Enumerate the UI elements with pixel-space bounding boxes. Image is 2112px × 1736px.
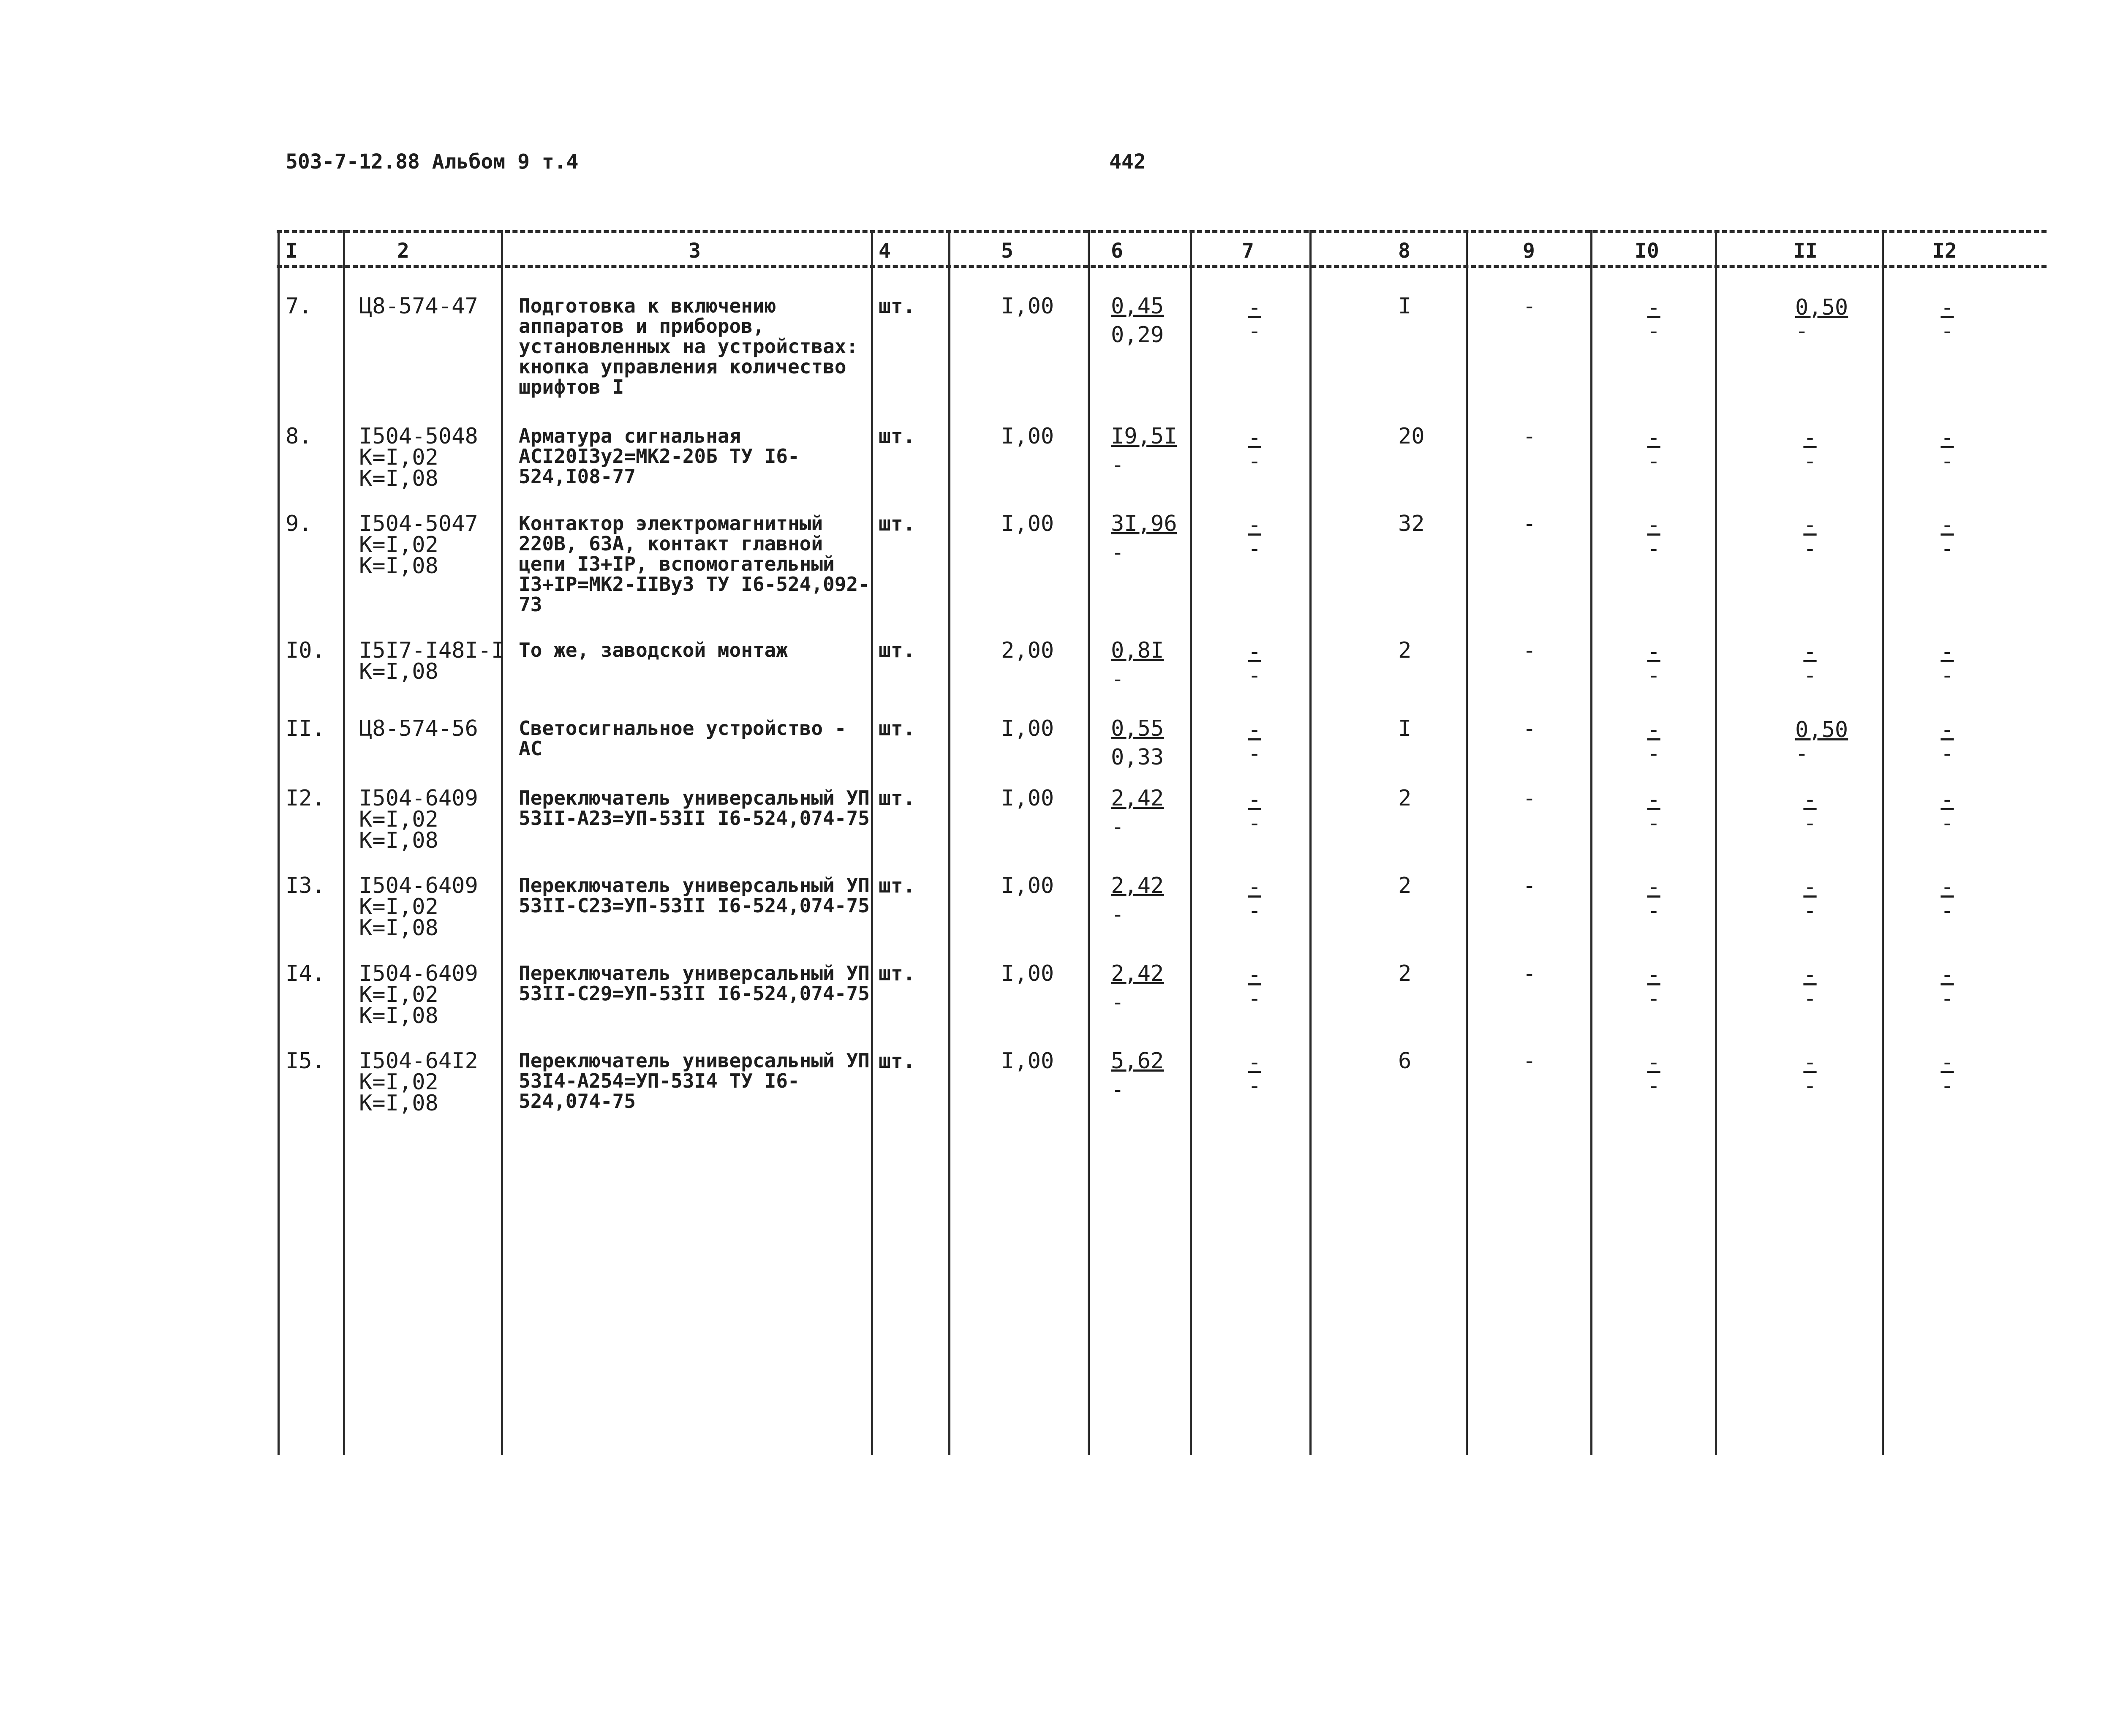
col6-value: 0,55	[1111, 716, 1164, 741]
col6-value: 0,8I	[1111, 638, 1164, 663]
col7-fraction	[1236, 426, 1274, 473]
row-number: 7.	[286, 294, 312, 319]
col10-value: -	[1647, 1050, 1660, 1075]
row-number: II.	[286, 716, 325, 741]
col6-subvalue: -	[1111, 902, 1124, 927]
column-number: 5	[1001, 239, 1013, 263]
col8-value: 2	[1398, 961, 1412, 986]
col10-value: -	[1647, 512, 1660, 538]
row-number: I3.	[286, 873, 325, 898]
row-number: 9.	[286, 511, 312, 536]
column-rule	[343, 230, 345, 1455]
col11-fraction	[1791, 875, 1829, 922]
col7-fraction	[1236, 875, 1274, 922]
col11-value: -	[1803, 639, 1817, 664]
col9-value: -	[1523, 511, 1536, 536]
col10-subvalue: -	[1647, 986, 1660, 1011]
col11-value: -	[1803, 962, 1817, 988]
col7-subvalue: -	[1248, 986, 1261, 1011]
column-number: 2	[397, 239, 409, 263]
unit-of-measure: шт.	[879, 1049, 915, 1073]
col11-fraction	[1791, 426, 1829, 473]
quantity: I,00	[1001, 961, 1054, 986]
col7-value: -	[1248, 787, 1261, 812]
col7-subvalue: -	[1248, 811, 1261, 836]
unit-of-measure: шт.	[879, 639, 915, 662]
col12-value: -	[1941, 639, 1954, 664]
col12-subvalue: -	[1941, 741, 1954, 766]
item-code: I504-6409 K=I,02 K=I,08	[359, 786, 478, 853]
col7-value: -	[1248, 874, 1261, 900]
quantity: I,00	[1001, 511, 1054, 536]
column-rule	[1882, 230, 1884, 1455]
column-number: 7	[1242, 239, 1254, 263]
quantity: I,00	[1001, 1048, 1054, 1074]
col11-value: -	[1803, 1050, 1817, 1075]
item-description: Подготовка к включению аппаратов и приборов, установленных на устройствах: кнопка управления количество шрифтов I	[519, 294, 858, 398]
col12-subvalue: -	[1941, 811, 1954, 836]
col6-subvalue: -	[1111, 1077, 1124, 1102]
col7-value: -	[1248, 295, 1261, 320]
col9-value: -	[1523, 716, 1536, 741]
col9-value: -	[1523, 786, 1536, 811]
col7-value: -	[1248, 639, 1261, 664]
unit-of-measure: шт.	[879, 786, 915, 810]
col11-subvalue: -	[1803, 898, 1817, 923]
col11-subvalue: -	[1803, 663, 1817, 688]
col12-value: -	[1941, 874, 1954, 900]
col12-fraction	[1928, 963, 1966, 1010]
col10-value: -	[1647, 717, 1660, 743]
col10-fraction	[1635, 426, 1673, 473]
page-number: 442	[1109, 150, 1146, 174]
col11-value: 0,50	[1795, 717, 1848, 743]
col11-value: 0,50	[1795, 295, 1848, 320]
col11-fraction	[1791, 1050, 1829, 1098]
col7-subvalue: -	[1248, 741, 1261, 766]
col10-subvalue: -	[1647, 811, 1660, 836]
col7-fraction	[1236, 788, 1274, 835]
col7-fraction	[1236, 513, 1274, 561]
column-rule	[1309, 230, 1312, 1455]
col7-value: -	[1248, 512, 1261, 538]
col7-value: -	[1248, 962, 1261, 988]
col10-fraction	[1635, 1050, 1673, 1098]
col10-fraction	[1635, 296, 1673, 343]
column-rule	[1466, 230, 1468, 1455]
quantity: I,00	[1001, 873, 1054, 898]
col11-subvalue: -	[1803, 536, 1817, 561]
quantity: I,00	[1001, 786, 1054, 811]
col6-subvalue: -	[1111, 540, 1124, 565]
column-rule	[501, 230, 503, 1455]
col7-fraction	[1236, 963, 1274, 1010]
col12-value: -	[1941, 962, 1954, 988]
col10-value: -	[1647, 874, 1660, 900]
col9-value: -	[1523, 424, 1536, 449]
column-number: 6	[1111, 239, 1123, 263]
column-rule	[871, 230, 873, 1455]
table-top-rule	[277, 230, 2047, 233]
column-number: I2	[1932, 239, 1957, 263]
col7-fraction	[1236, 1050, 1274, 1098]
col10-fraction	[1635, 718, 1673, 765]
col6-value: 2,42	[1111, 786, 1164, 811]
quantity: I,00	[1001, 716, 1054, 741]
column-rule	[1590, 230, 1592, 1455]
col6-value: 2,42	[1111, 961, 1164, 986]
col7-fraction	[1236, 640, 1274, 687]
item-code: I504-5048 K=I,02 K=I,08	[359, 424, 478, 491]
col7-subvalue: -	[1248, 449, 1261, 474]
column-number: 9	[1523, 239, 1535, 263]
item-description: Переключатель универсальный УП 53II-С23=УП-53II I6-524,074-75	[519, 874, 870, 917]
col6-value: 3I,96	[1111, 511, 1177, 536]
quantity: I,00	[1001, 424, 1054, 449]
col9-value: -	[1523, 294, 1536, 319]
item-code: I504-64I2 K=I,02 K=I,08	[359, 1048, 478, 1116]
item-description: Светосигнальное устройство - АС	[519, 717, 846, 760]
col11-subvalue: -	[1803, 1073, 1817, 1099]
col8-value: 2	[1398, 873, 1412, 898]
col8-value: 20	[1398, 424, 1425, 449]
quantity: I,00	[1001, 294, 1054, 319]
col7-subvalue: -	[1248, 318, 1261, 344]
col6-value: I9,5I	[1111, 424, 1177, 449]
col12-value: -	[1941, 295, 1954, 320]
col9-value: -	[1523, 961, 1536, 986]
item-code: I5I7-I48I-I K=I,08	[359, 638, 505, 684]
col11-value: -	[1803, 787, 1817, 812]
col11-fraction	[1795, 718, 1848, 765]
col12-value: -	[1941, 717, 1954, 743]
col9-value: -	[1523, 873, 1536, 898]
col10-subvalue: -	[1647, 741, 1660, 766]
col12-subvalue: -	[1941, 536, 1954, 561]
col6-subvalue: -	[1111, 814, 1124, 840]
col8-value: 32	[1398, 511, 1425, 536]
col10-subvalue: -	[1647, 663, 1660, 688]
col10-value: -	[1647, 295, 1660, 320]
col12-fraction	[1928, 718, 1966, 765]
col7-subvalue: -	[1248, 898, 1261, 923]
col10-value: -	[1647, 425, 1660, 450]
col12-fraction	[1928, 296, 1966, 343]
unit-of-measure: шт.	[879, 424, 915, 448]
col7-fraction	[1236, 718, 1274, 765]
col6-subvalue: 0,29	[1111, 322, 1164, 348]
col11-subvalue: -	[1803, 449, 1817, 474]
col7-fraction	[1236, 296, 1274, 343]
col6-subvalue: -	[1111, 990, 1124, 1015]
row-number: I5.	[286, 1048, 325, 1074]
col12-subvalue: -	[1941, 449, 1954, 474]
header-bottom-rule	[277, 265, 2047, 268]
col11-value: -	[1803, 425, 1817, 450]
col10-value: -	[1647, 787, 1660, 812]
item-code: I504-6409 K=I,02 K=I,08	[359, 961, 478, 1029]
col11-fraction	[1791, 788, 1829, 835]
column-number: I	[286, 239, 298, 263]
col8-value: 6	[1398, 1048, 1412, 1074]
item-description: Переключатель универсальный УП 53II-А23=УП-53II I6-524,074-75	[519, 786, 870, 830]
col11-subvalue: -	[1803, 986, 1817, 1011]
col12-value: -	[1941, 512, 1954, 538]
col7-subvalue: -	[1248, 1073, 1261, 1099]
col8-value: I	[1398, 294, 1412, 319]
col6-value: 5,62	[1111, 1048, 1164, 1074]
unit-of-measure: шт.	[879, 874, 915, 898]
unit-of-measure: шт.	[879, 512, 915, 536]
col12-subvalue: -	[1941, 986, 1954, 1011]
col11-fraction	[1795, 296, 1848, 343]
col11-fraction	[1791, 963, 1829, 1010]
col9-value: -	[1523, 1048, 1536, 1074]
col6-subvalue: -	[1111, 667, 1124, 692]
col10-subvalue: -	[1647, 449, 1660, 474]
col10-subvalue: -	[1647, 318, 1660, 344]
col12-value: -	[1941, 787, 1954, 812]
item-code: Ц8-574-47	[359, 294, 478, 319]
col10-value: -	[1647, 962, 1660, 988]
item-code: I504-6409 K=I,02 K=I,08	[359, 873, 478, 941]
col11-value: -	[1803, 874, 1817, 900]
document-reference: 503-7-12.88 Альбом 9 т.4	[286, 150, 579, 174]
col11-fraction	[1791, 513, 1829, 561]
col6-subvalue: -	[1111, 452, 1124, 478]
col11-subvalue: -	[1795, 741, 1809, 766]
column-rule	[1088, 230, 1090, 1455]
unit-of-measure: шт.	[879, 717, 915, 740]
col10-subvalue: -	[1647, 898, 1660, 923]
row-number: I0.	[286, 638, 325, 663]
column-number: 3	[689, 239, 701, 263]
col12-subvalue: -	[1941, 663, 1954, 688]
col7-value: -	[1248, 717, 1261, 743]
col8-value: 2	[1398, 786, 1412, 811]
col10-fraction	[1635, 875, 1673, 922]
col7-subvalue: -	[1248, 536, 1261, 561]
row-number: I2.	[286, 786, 325, 811]
quantity: 2,00	[1001, 638, 1054, 663]
col12-subvalue: -	[1941, 898, 1954, 923]
item-description: Переключатель универсальный УП 53I4-А254=УП-53I4 ТУ I6-524,074-75	[519, 1049, 870, 1113]
col12-fraction	[1928, 426, 1966, 473]
column-rule	[278, 230, 280, 1455]
column-rule	[948, 230, 950, 1455]
col12-fraction	[1928, 788, 1966, 835]
col12-value: -	[1941, 425, 1954, 450]
column-number: II	[1793, 239, 1818, 263]
column-number: 8	[1398, 239, 1410, 263]
item-code: I504-5047 K=I,02 K=I,08	[359, 511, 478, 579]
col12-subvalue: -	[1941, 318, 1954, 344]
col8-value: I	[1398, 716, 1412, 741]
col11-subvalue: -	[1803, 811, 1817, 836]
column-number: 4	[879, 239, 891, 263]
col7-value: -	[1248, 425, 1261, 450]
unit-of-measure: шт.	[879, 294, 915, 318]
col6-value: 2,42	[1111, 873, 1164, 898]
col10-subvalue: -	[1647, 536, 1660, 561]
item-code: Ц8-574-56	[359, 716, 478, 741]
col10-fraction	[1635, 963, 1673, 1010]
col6-subvalue: 0,33	[1111, 745, 1164, 770]
item-description: Арматура сигнальная АСI20I3у2=МК2-20Б ТУ I6-524,I08-77	[519, 424, 800, 488]
col7-subvalue: -	[1248, 663, 1261, 688]
col12-fraction	[1928, 513, 1966, 561]
column-rule	[1715, 230, 1717, 1455]
col10-value: -	[1647, 639, 1660, 664]
item-description: То же, заводской монтаж	[519, 639, 788, 661]
col11-value: -	[1803, 512, 1817, 538]
col6-value: 0,45	[1111, 294, 1164, 319]
item-description: Контактор электромагнитный 220В, 63А, контакт главной цепи I3+IР, вспомогательный I3+IР=МК2-IIВу3 ТУ I6-524,092-73	[519, 512, 870, 616]
col7-value: -	[1248, 1050, 1261, 1075]
col11-subvalue: -	[1795, 318, 1809, 344]
row-number: 8.	[286, 424, 312, 449]
column-number: I0	[1635, 239, 1659, 263]
col9-value: -	[1523, 638, 1536, 663]
unit-of-measure: шт.	[879, 962, 915, 985]
col10-fraction	[1635, 788, 1673, 835]
col8-value: 2	[1398, 638, 1412, 663]
col10-fraction	[1635, 513, 1673, 561]
col10-fraction	[1635, 640, 1673, 687]
row-number: I4.	[286, 961, 325, 986]
column-rule	[1190, 230, 1192, 1455]
col12-value: -	[1941, 1050, 1954, 1075]
col12-fraction	[1928, 640, 1966, 687]
col11-fraction	[1791, 640, 1829, 687]
col10-subvalue: -	[1647, 1073, 1660, 1099]
item-description: Переключатель универсальный УП 53II-С29=УП-53II I6-524,074-75	[519, 962, 870, 1005]
col12-subvalue: -	[1941, 1073, 1954, 1099]
col12-fraction	[1928, 875, 1966, 922]
col12-fraction	[1928, 1050, 1966, 1098]
